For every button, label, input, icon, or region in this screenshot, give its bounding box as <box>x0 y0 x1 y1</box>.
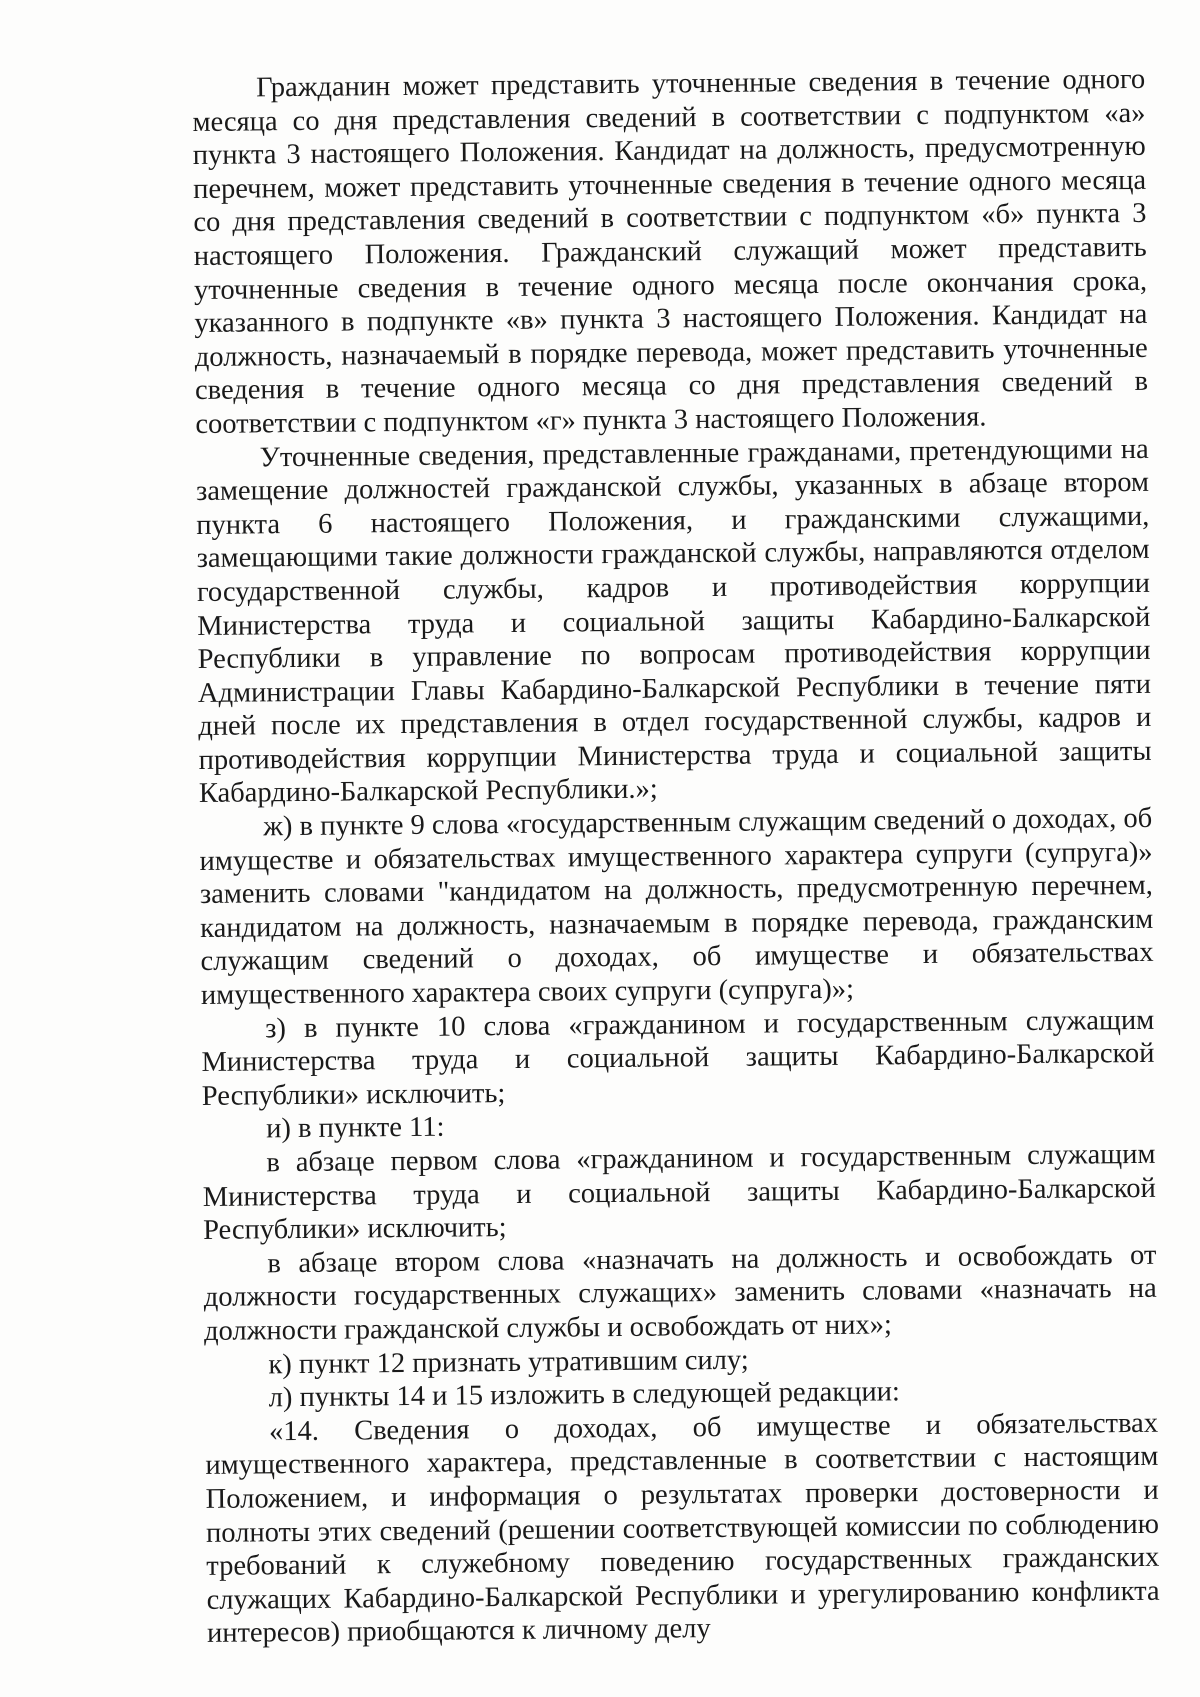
paragraph-clarified-info-terms: Гражданин может представить уточненные сведения в течение одного месяца со дня представления сведений в соответствии с подпунктом «а» пункта 3 настоящего Положения. Кандидат на должность, предусмотренную перечнем, может представить уточненные сведения в течение одного месяца со дня представления сведений в соответствии с подпунктом «б» пункта 3 настоящего Положения. Гражданский служащий может представить уточненные сведения в течение одного месяца после окончания срока, указанного в подпункте «в» пункта 3 настоящего Положения. Кандидат на должность, назначаемый в порядке перевода, может представить уточненные сведения в течение одного месяца со дня представления сведений в соответствии с подпунктом «г» пункта 3 настоящего Положения. <box>192 63 1149 440</box>
paragraph-clarified-info-forwarding: Уточненные сведения, представленные гражданами, претендующими на замещение должностей гражданской службы, указанных в абзаце втором пункта 6 настоящего Положения, и гражданскими служащими, замещающими такие должности гражданской службы, направляются отделом государственной службы, кадров и противодействия коррупции Министерства труда и социальной защиты Кабардино-Балкарской Республики в управление по вопросам противодействия коррупции Администрации Главы Кабардино-Балкарской Республики в течение пяти дней после их представления в отдел государственной службы, кадров и противодействия коррупции Министерства труда и социальной защиты Кабардино-Балкарской Республики.»; <box>195 433 1152 810</box>
document-body <box>192 63 1160 1651</box>
paragraph-item-zh: ж) в пункте 9 слова «государственным служащим сведений о доходах, об имуществе и обязательствах имущественного характера супруги (супруга)» заменить словами "кандидатом на должность, предусмотренную перечнем, кандидатом на должность, назначаемым в порядке перевода, гражданским служащим сведений о доходах, об имуществе и обязательствах имущественного характера своих супруги (супруга)»; <box>199 802 1154 1011</box>
paragraph-item-z: з) в пункте 10 слова «гражданином и государственным служащим Министерства труда и социальной защиты Кабардино-Балкарской Республики» исключить; <box>201 1004 1155 1112</box>
paragraph-point-14: «14. Сведения о доходах, об имуществе и обязательствах имущественного характера, представленные в соответствии с настоящим Положением, и информация о результатах проверки достоверности и полноты этих сведений (решении соответствующей комиссии по соблюдению требований к служебному поведению государственных гражданских служащих Кабардино-Балкарской Республики и урегулированию конфликта интересов) приобщаются к личному делу <box>205 1407 1160 1650</box>
paragraph-item-i-second-subparagraph: в абзаце втором слова «назначать на должность и освобождать от должности государственных служащих» заменить словами «назначать на должности гражданской службы и освобождать от них»; <box>203 1239 1157 1347</box>
paragraph-item-i: и) в пункте 11: <box>266 1112 445 1145</box>
paragraph-item-i-first-subparagraph: в абзаце первом слова «гражданином и государственным служащим Министерства труда и социальной защиты Кабардино-Балкарской Республики» исключить; <box>202 1138 1156 1247</box>
paragraph-item-l: л) пункты 14 и 15 изложить в следующей редакции: <box>268 1376 901 1414</box>
paragraph-item-k: к) пункт 12 признать утратившим силу; <box>268 1344 749 1380</box>
